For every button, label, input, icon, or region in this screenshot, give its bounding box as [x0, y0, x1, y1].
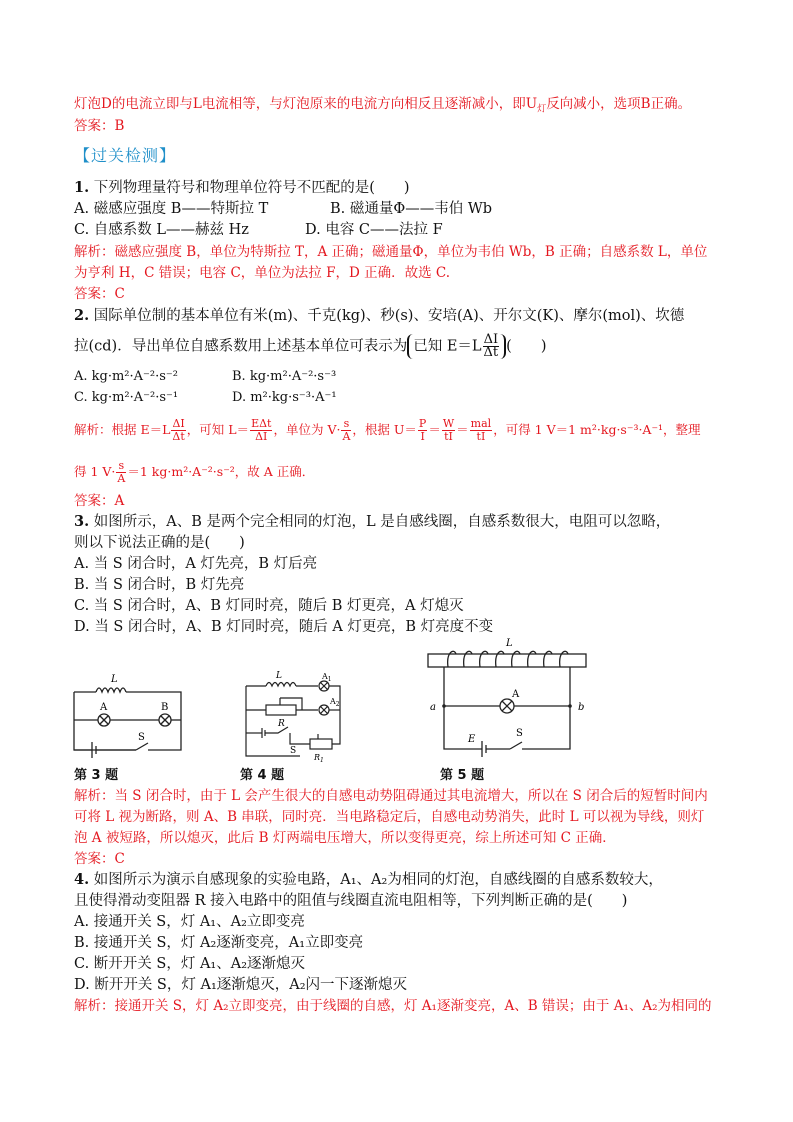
- q1-stem: 1. 下列物理量符号和物理单位符号不匹配的是( ): [74, 179, 410, 196]
- prev-explanation-line: 灯泡D的电流立即与L电流相等，与灯泡原来的电流方向相反且逐渐减小，即$U_灯$反向减小，选项B正确。: [74, 96, 692, 115]
- figure-3-circuit: [66, 670, 191, 762]
- q4-option-a: A. 接通开关 S，灯 A₁、A₂立即变亮: [74, 914, 305, 930]
- q3-stem-1: 3. 如图所示，A、B 是两个完全相同的灯泡，L 是自感线圈，自感系数很大，电阻可以忽略，: [74, 513, 671, 530]
- figure-4-caption: 第 4 题: [240, 768, 285, 783]
- q1-option-b: B. 磁通量Φ——韦伯 Wb: [330, 201, 493, 217]
- q2-explanation-1: 解析：根据 E＝L $\frac{\Delta I}{\Delta t}$ ，可知 L＝ $\frac{\text{EΔt}}{\Delta I}$ ，单位为 V· $\frac{s}{A}$ ，根据 U＝ $\frac{P}{I}$ ＝ $\frac{W}{tI}$ ＝ $\frac{\text{mal}}{tI}$ ，可得 1 V＝1 m²·kg·s⁻³·A⁻¹，整理: [74, 417, 701, 443]
- q2-option-b: B. kg·m²·A⁻²·s⁻³: [232, 369, 337, 384]
- figure-3-caption: 第 3 题: [74, 768, 119, 783]
- q1-explanation-1: 解析：磁感应强度 B，单位为特斯拉 T，A 正确；磁通量Φ，单位为韦伯 Wb，B 正确；自感系数 L，单位: [74, 244, 708, 260]
- q1-explanation-2: 为亨利 H，C 错误；电容 C，单位为法拉 F，D 正确．故选 C.: [74, 265, 451, 281]
- q3-explanation-1: 解析：当 S 闭合时，由于 L 会产生很大的自感电动势阻碍通过其电流增大，所以在 S 闭合后的短暂时间内: [74, 788, 708, 804]
- q3-explanation-2: 可将 L 视为断路，则 A、B 串联，同时亮．当电路稳定后，自感电动势消失，此时 L 可以视为导线，则灯: [74, 809, 705, 825]
- fig4-label-a1: $A_1$: [322, 672, 332, 683]
- fig4-label-s: S: [290, 746, 297, 756]
- q2-stem-1: 2. 国际单位制的基本单位有米(m)、千克(kg)、秒(s)、安培(A)、开尔文(K)、摩尔(mol)、坎德: [74, 307, 685, 324]
- fig3-label-b: B: [161, 702, 169, 713]
- fig5-label-e: E: [468, 734, 476, 745]
- q4-option-d: D. 断开开关 S，灯 A₁逐渐熄灭，A₂闪一下逐渐熄灭: [74, 977, 408, 993]
- q1-option-d: D. 电容 C——法拉 F: [305, 222, 443, 238]
- figure-5-caption: 第 5 题: [440, 768, 485, 783]
- q4-stem-1: 4. 如图所示为演示自感现象的实验电路，A₁、A₂为相同的灯泡，自感线圈的自感系数较大，: [74, 871, 663, 888]
- figure-5-circuit: [420, 634, 600, 764]
- fig5-label-b-node: b: [578, 702, 585, 713]
- fig5-label-l: L: [506, 638, 513, 649]
- q2-option-d: D. m²·kg·s⁻³·A⁻¹: [232, 390, 337, 405]
- q2-answer: 答案：A: [74, 493, 125, 509]
- q4-option-b: B. 接通开关 S，灯 A₂逐渐变亮，A₁立即变亮: [74, 935, 364, 951]
- fig4-label-a2: $A_2$: [330, 697, 340, 708]
- fig5-label-a: A: [512, 689, 520, 700]
- fig5-label-a-node: a: [430, 702, 436, 713]
- q2-option-c: C. kg·m²·A⁻²·s⁻¹: [74, 390, 179, 405]
- q4-option-c: C. 断开开关 S，灯 A₁、A₂逐渐熄灭: [74, 956, 306, 972]
- q1-option-c: C. 自感系数 L——赫兹 Hz: [74, 222, 249, 238]
- q3-option-b: B. 当 S 闭合时，B 灯先亮: [74, 577, 245, 593]
- fig3-label-s: S: [138, 732, 145, 743]
- fig5-label-s: S: [516, 728, 523, 739]
- q1-answer: 答案：C: [74, 286, 125, 302]
- section-title: 【过关检测】: [74, 146, 177, 165]
- q3-option-d: D. 当 S 闭合时，A、B 灯同时亮，随后 A 灯更亮，B 灯亮度不变: [74, 619, 494, 635]
- q2-given-box: 已知 E＝L $\frac{\Delta I}{\Delta t}$: [407, 334, 506, 359]
- q3-explanation-3: 泡 A 被短路，所以熄灭，此后 B 灯两端电压增大，所以变得更亮，综上所述可知 C 正确．: [74, 830, 616, 846]
- q2-option-a: A. kg·m²·A⁻²·s⁻²: [74, 369, 178, 384]
- q2-stem-2: 拉(cd)．导出单位自感系数用上述基本单位可表示为 已知 E＝L $\frac{\Delta I}{\Delta t}$ ( ): [74, 332, 547, 360]
- fig4-label-l: L: [276, 671, 282, 681]
- q4-stem-2: 且使得滑动变阻器 R 接入电路中的阻值与线圈直流电阻相等，下列判断正确的是( ): [74, 893, 628, 909]
- figure-4-circuit: [240, 668, 352, 764]
- q3-stem-2: 则以下说法正确的是( ): [74, 535, 245, 551]
- q2-explanation-2: 得 1 V· $\frac{s}{A}$ ＝1 kg·m²·A⁻²·s⁻²，故 A 正确．: [74, 459, 315, 485]
- fig3-label-a: A: [100, 702, 108, 713]
- fig4-label-r1: $R_1$: [314, 753, 324, 764]
- q3-answer: 答案：C: [74, 851, 125, 867]
- fig3-label-l: L: [111, 674, 118, 685]
- q3-option-a: A. 当 S 闭合时，A 灯先亮，B 灯后亮: [74, 556, 318, 572]
- prev-answer: 答案：B: [74, 118, 125, 134]
- fig4-label-r: R: [278, 719, 285, 729]
- q4-explanation-1: 解析：接通开关 S，灯 A₂立即变亮，由于线圈的自感，灯 A₁逐渐变亮，A、B 错误；由于 A₁、A₂为相同的: [74, 998, 712, 1014]
- q3-option-c: C. 当 S 闭合时，A、B 灯同时亮，随后 B 灯更亮，A 灯熄灭: [74, 598, 464, 614]
- q1-option-a: A. 磁感应强度 B——特斯拉 T: [74, 201, 269, 217]
